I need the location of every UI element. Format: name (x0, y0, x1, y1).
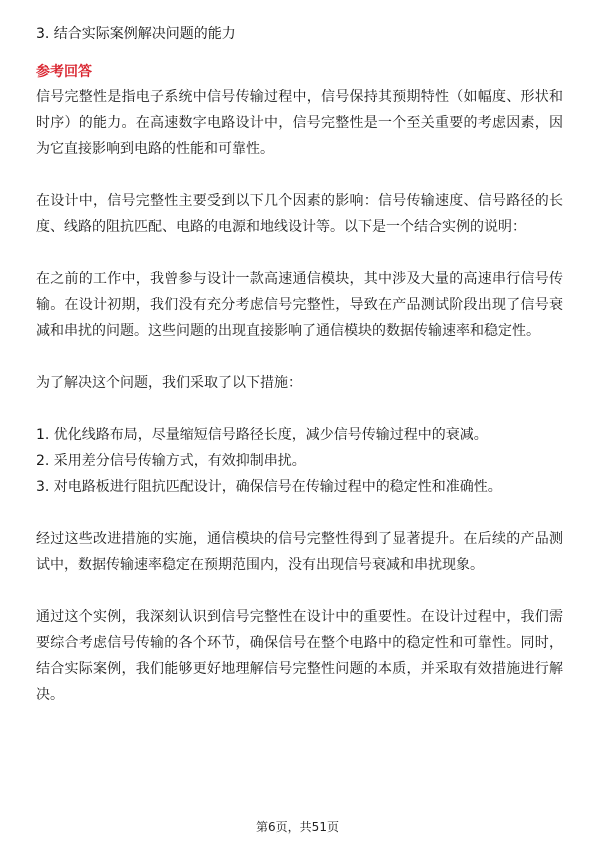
page-number: 第6页，共51页 (256, 820, 339, 834)
answer-paragraph: 通过这个实例，我深刻认识到信号完整性在设计中的重要性。在设计过程中，我们需要综合考虑信号传输的各个环节，确保信号在整个电路中的稳定性和可靠性。同时，结合实际案例，我们能够更好地理解信号完整性问题的本质，并采取有效措施进行解决。 (36, 609, 563, 703)
list-item: 3. 对电路板进行阻抗匹配设计，确保信号在传输过程中的稳定性和准确性。 (36, 479, 502, 495)
answer-label: 参考回答 (36, 64, 92, 80)
question-title: 3. 结合实际案例解决问题的能力 (36, 26, 236, 42)
measures-list (36, 422, 563, 500)
answer-paragraph: 经过这些改进措施的实施，通信模块的信号完整性得到了显著提升。在后续的产品测试中，数据传输速率稳定在预期范围内，没有出现信号衰减和串扰现象。 (36, 531, 563, 573)
list-item: 2. 采用差分信号传输方式，有效抑制串扰。 (36, 453, 306, 469)
answer-paragraph: 为了解决这个问题，我们采取了以下措施： (36, 375, 302, 391)
answer-paragraph: 在之前的工作中，我曾参与设计一款高速通信模块，其中涉及大量的高速串行信号传输。在设计初期，我们没有充分考虑信号完整性，导致在产品测试阶段出现了信号衰减和串扰的问题。这些问题的出现直接影响了通信模块的数据传输速率和稳定性。 (36, 271, 563, 339)
answer-paragraph: 在设计中，信号完整性主要受到以下几个因素的影响：信号传输速度、信号路径的长度、线路的阻抗匹配、电路的电源和地线设计等。以下是一个结合实例的说明： (36, 193, 563, 235)
answer-paragraph: 信号完整性是指电子系统中信号传输过程中，信号保持其预期特性（如幅度、形状和时序）的能力。在高速数字电路设计中，信号完整性是一个至关重要的考虑因素，因为它直接影响到电路的性能和可靠性。 (36, 89, 563, 157)
document-page (36, 24, 563, 734)
list-item: 1. 优化线路布局，尽量缩短信号路径长度，减少信号传输过程中的衰减。 (36, 427, 488, 443)
